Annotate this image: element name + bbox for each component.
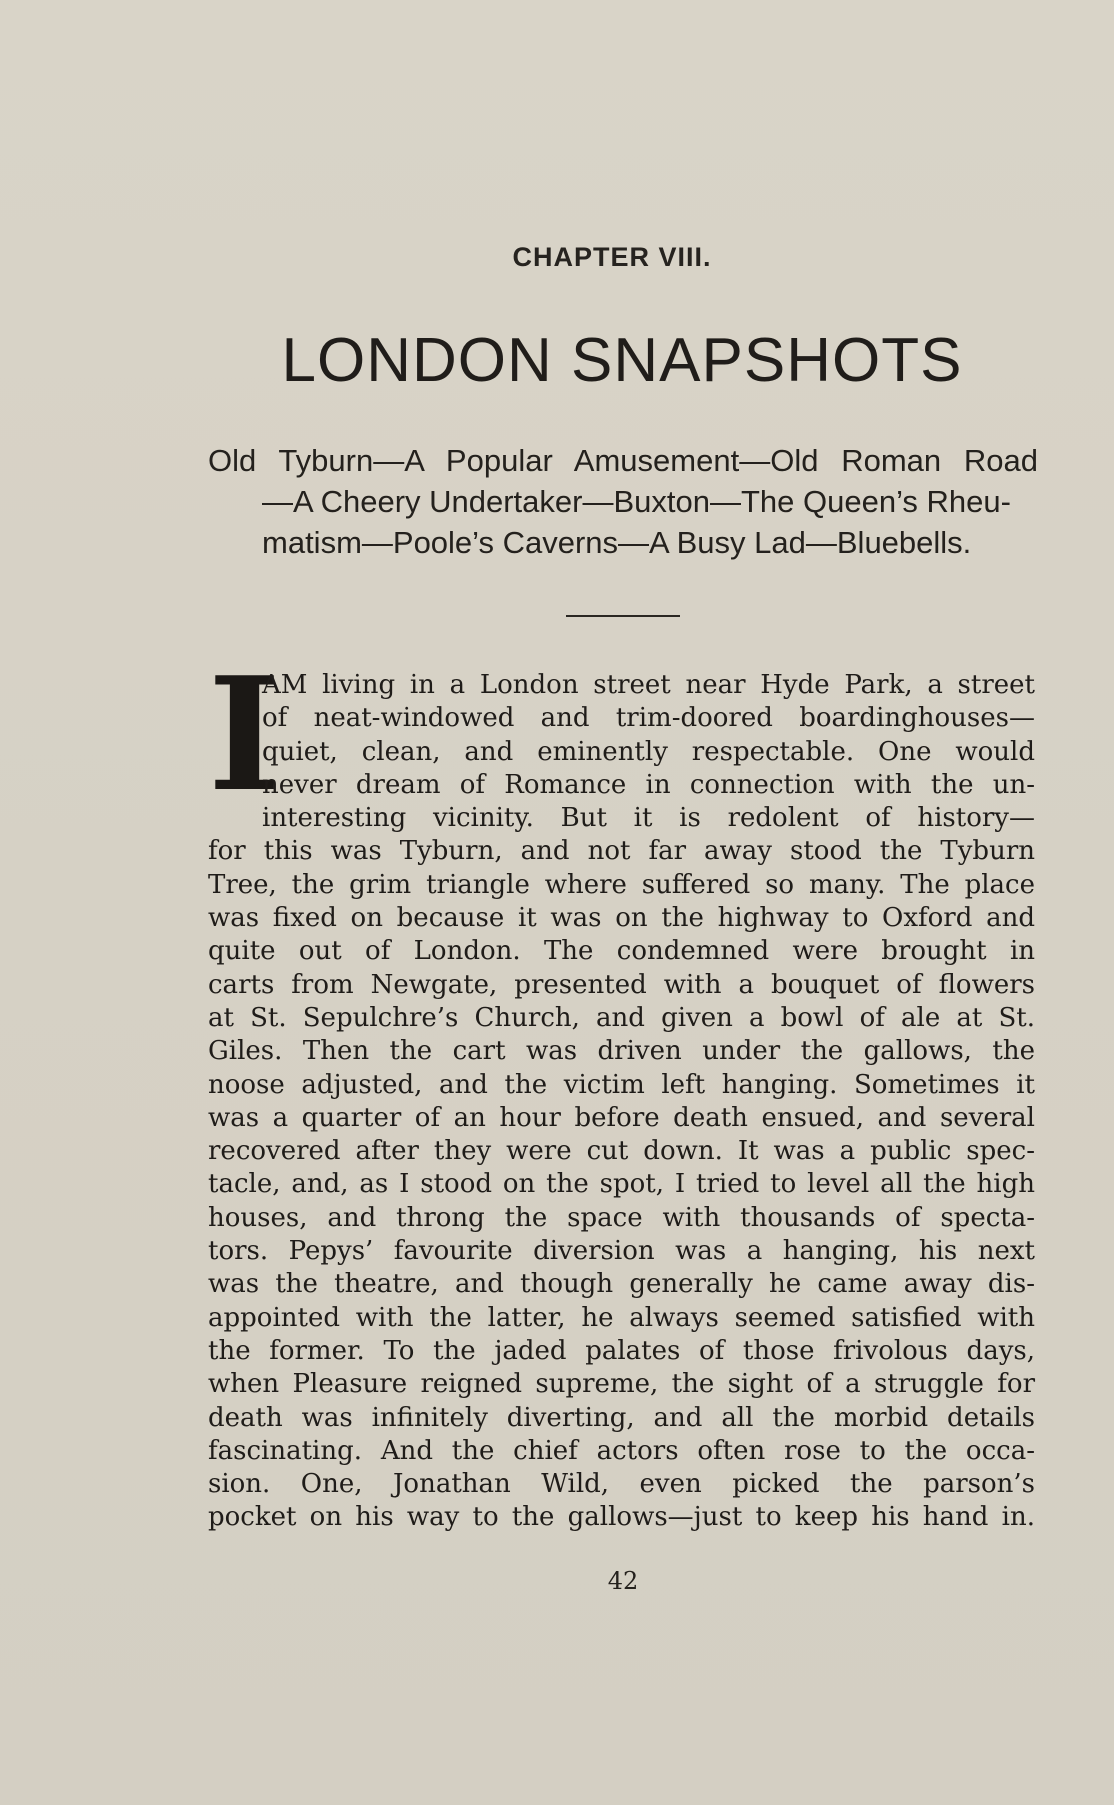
text-line: fascinating. And the chief actors often rose to the occa-	[208, 1435, 1035, 1466]
drop-cap: I	[208, 643, 281, 826]
text-line: for this was Tyburn, and not far away stood the Tyburn	[208, 836, 1035, 867]
text-line: recovered after they were cut down. It was a public spec-	[208, 1136, 1035, 1167]
text-line: was fixed on because it was on the highway to Oxford and	[208, 903, 1035, 934]
text-line: when Pleasure reigned supreme, the sight of a struggle for	[208, 1369, 1035, 1400]
text-line: tacle, and, as I stood on the spot, I tried to level all the high	[208, 1169, 1035, 1200]
text-line: noose adjusted, and the victim left hanging. Sometimes it	[208, 1069, 1035, 1100]
page-number: 42	[607, 1567, 639, 1595]
text-line: at St. Sepulchre’s Church, and given a bowl of ale at St.	[208, 1002, 1035, 1033]
text-line: carts from Newgate, presented with a bouquet of flowers	[208, 969, 1035, 1000]
text-line: sion. One, Jonathan Wild, even picked the parson’s	[208, 1469, 1035, 1500]
text-line: quiet, clean, and eminently respectable. One would	[262, 736, 1035, 767]
synopsis-line: —A Cheery Undertaker—Buxton—The Queen’s Rheu-	[262, 484, 1011, 519]
chapter-synopsis	[208, 440, 1038, 563]
text-line: interesting vicinity. But it is redolent of history—	[262, 803, 1035, 834]
section-divider	[566, 615, 680, 617]
text-line: quite out of London. The condemned were brought in	[208, 936, 1035, 967]
text-line: the former. To the jaded palates of those frivolous days,	[208, 1335, 1035, 1366]
chapter-number: CHAPTER VIII.	[512, 242, 712, 272]
text-line: never dream of Romance in connection with the un-	[262, 769, 1035, 800]
text-line: pocket on his way to the gallows—just to keep his hand in.	[208, 1502, 1035, 1533]
body-paragraph	[208, 643, 1035, 1535]
text-line: death was infinitely diverting, and all the morbid details	[208, 1402, 1035, 1433]
text-line: appointed with the latter, he always seemed satisfied with	[208, 1302, 1035, 1333]
text-line: of neat-windowed and trim-doored boardinghouses—	[262, 703, 1035, 734]
chapter-title: LONDON SNAPSHOTS	[281, 326, 963, 395]
text-line: AM living in a London street near Hyde Park, a street	[262, 670, 1035, 700]
text-line: Tree, the grim triangle where suffered so many. The place	[208, 869, 1035, 900]
text-line: was the theatre, and though generally he came away dis-	[208, 1269, 1035, 1300]
text-line: Giles. Then the cart was driven under the gallows, the	[208, 1036, 1035, 1067]
synopsis-line: matism—Poole’s Caverns—A Busy Lad—Bluebells.	[262, 525, 972, 560]
synopsis-line: Old Tyburn—A Popular Amusement—Old Roman Road	[208, 443, 1038, 478]
text-line: tors. Pepys’ favourite diversion was a hanging, his next	[208, 1236, 1035, 1267]
text-line: houses, and throng the space with thousands of specta-	[208, 1202, 1035, 1233]
text-line: was a quarter of an hour before death ensued, and several	[208, 1102, 1035, 1133]
